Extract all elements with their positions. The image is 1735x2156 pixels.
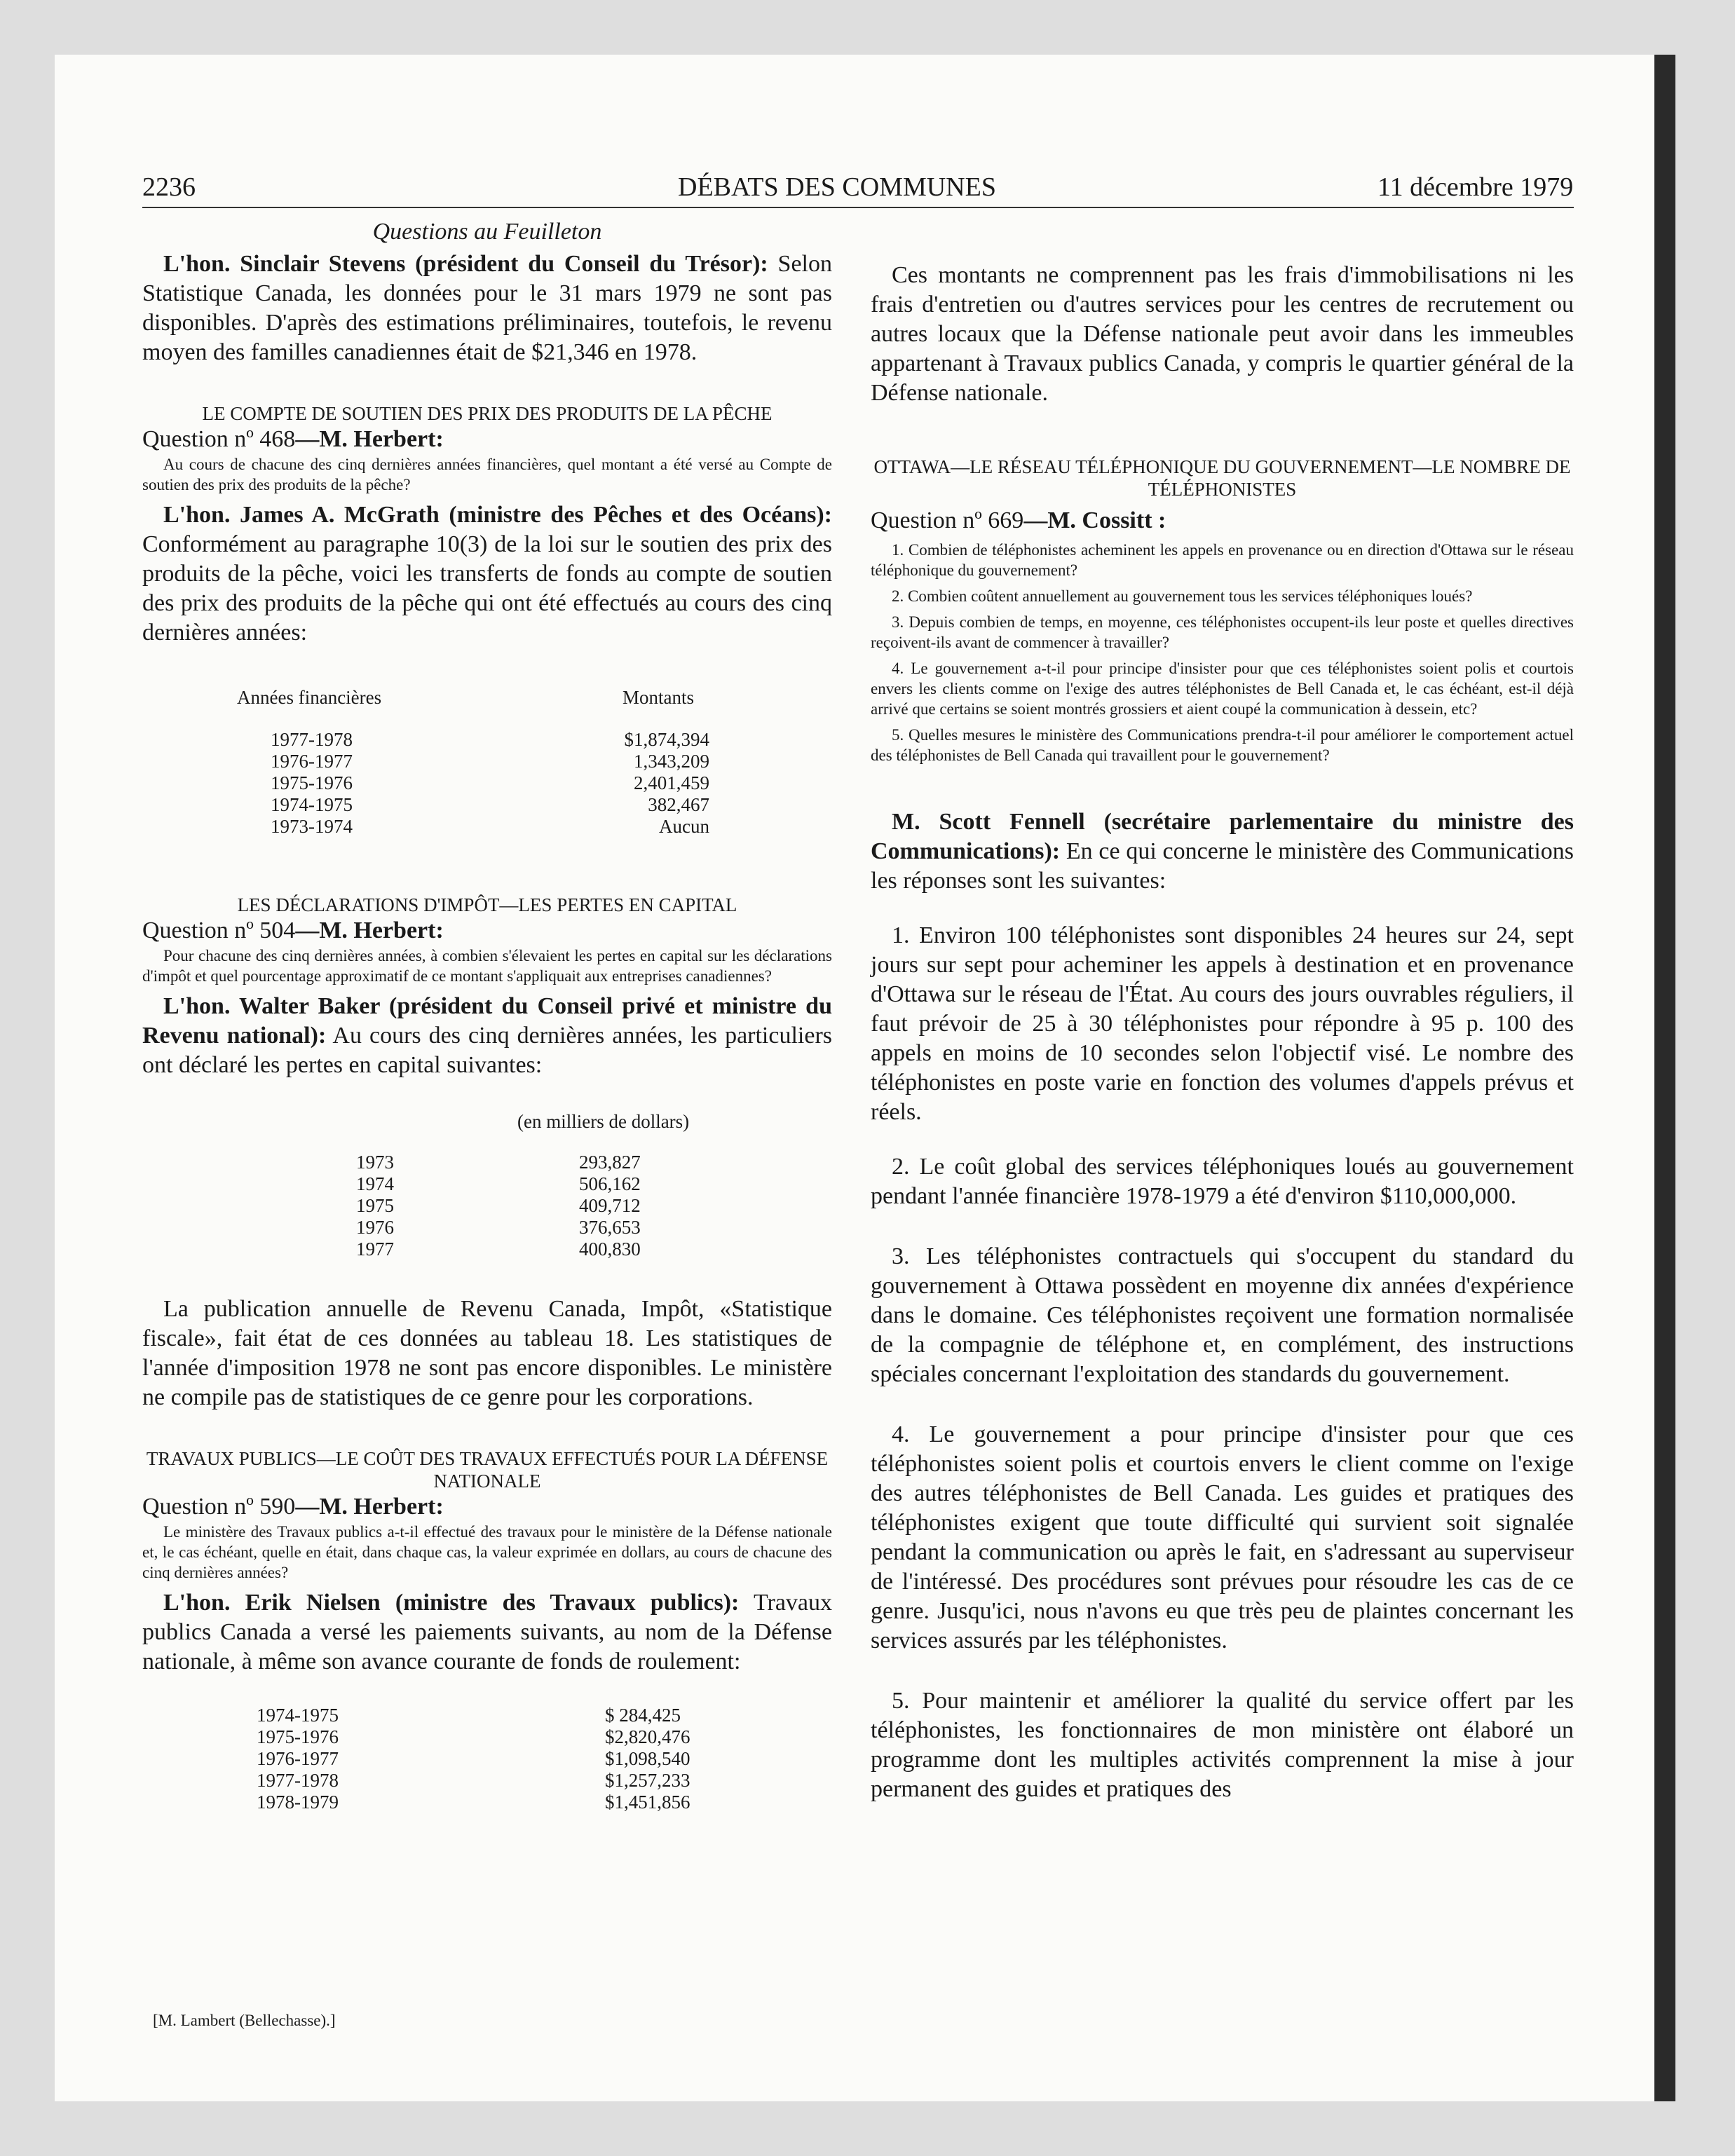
heading-fisheries: LE COMPTE DE SOUTIEN DES PRIX DES PRODUITS DE LA PÊCHE — [202, 403, 773, 424]
fisheries-header-amounts: Montants — [622, 687, 695, 708]
answer-3-text: Au cours des cinq dernières années, les particuliers ont déclaré les pertes en capital suivantes: — [142, 1023, 832, 1078]
header-rule — [142, 207, 1574, 208]
question-468-number: Question nº 468 — [142, 426, 296, 452]
question-590-number: Question nº 590 — [142, 1494, 296, 1520]
answer-3 — [142, 992, 832, 1080]
table-row-amount: 506,162 — [579, 1173, 641, 1194]
answer-5-point-1: 1. Environ 100 téléphonistes sont disponibles 24 heures sur 24, sept jours sur sept pour acheminer les appels à destination et en provenance d'Ottawa sur le réseau de l'État. Au cours des jours ouvrables réguliers, il faut prévoir de 25 à 30 téléphonistes pour répondre à 95 p. 100 des appels en moins de 10 secondes selon l'objectif visé. Le nombre des téléphonistes en poste varie en fonction des volumes d'appels prévus et réels. — [871, 922, 1574, 1125]
table-row-amount: $2,820,476 — [605, 1726, 690, 1747]
right-column — [871, 261, 1574, 1804]
table-row-year: 1978-1979 — [257, 1792, 339, 1813]
answer-5-speaker: M. Scott Fennell (secrétaire parlementaire du ministre des Communications): — [871, 809, 1574, 864]
question-669-item: 3. Depuis combien de temps, en moyenne, ces téléphonistes occupent-ils leur poste et quelles directives reçoivent-ils avant de commencer à travailler? — [871, 613, 1574, 651]
table-row-amount: 293,827 — [579, 1152, 641, 1173]
table-row-year: 1976-1977 — [271, 751, 353, 772]
table-row-year: 1973-1974 — [271, 816, 353, 837]
table-row-amount: 376,653 — [579, 1217, 641, 1238]
question-669-number: Question nº 669 — [871, 507, 1024, 533]
table-row-year: 1973 — [356, 1152, 394, 1173]
paragraph-costs-note: Ces montants ne comprennent pas les frais d'immobilisations ni les frais d'entretien ou d'autres services pour les centres de recrutement ou autres locaux que la Défense nationale peut avoir dans les immeubles appartenant à Travaux publics Canada, y compris le quartier général de la Défense nationale. — [871, 262, 1574, 406]
heading-capital-losses: LES DÉCLARATIONS D'IMPÔT—LES PERTES EN CAPITAL — [237, 894, 737, 915]
answer-1 — [142, 250, 832, 367]
answer-2-text: Conformément au paragraphe 10(3) de la loi sur le soutien des prix des produits de la pêche, voici les transferts de fonds au compte de soutien des prix des produits de la pêche qui ont été effectués au cours des cinq dernières années: — [142, 531, 832, 646]
answer-4 — [142, 1588, 832, 1677]
heading-telephone-network: OTTAWA—LE RÉSEAU TÉLÉPHONIQUE DU GOUVERNEMENT—LE NOMBRE DE TÉLÉPHONISTES — [873, 456, 1571, 500]
question-590-asker: —M. Herbert: — [295, 1494, 444, 1520]
answer-3-speaker: L'hon. Walter Baker (président du Conseil privé et ministre du Revenu national): — [142, 993, 832, 1049]
public-works-table — [142, 1705, 832, 1845]
table-row-year: 1977 — [356, 1239, 394, 1260]
fisheries-table — [142, 673, 832, 855]
table-row-amount: 409,712 — [579, 1195, 641, 1216]
question-504 — [142, 916, 832, 946]
question-504-text: Pour chacune des cinq dernières années, à combien s'élevaient les pertes en capital sur les déclarations d'impôt et quel pourcentage approximatif de ce montant s'appliquait aux entreprises canadiennes? — [142, 947, 832, 985]
table-row-year: 1977-1978 — [271, 729, 353, 750]
question-669-item: 5. Quelles mesures le ministère des Communications prendra-t-il pour améliorer le comportement actuel des téléphonistes de Bell Canada qui travaillent pour le gouvernement? — [871, 726, 1574, 764]
answer-5-text: En ce qui concerne le ministère des Communications les réponses sont les suivantes: — [871, 838, 1574, 894]
question-504-asker: —M. Herbert: — [295, 917, 444, 943]
page-date: 11 décembre 1979 — [1377, 172, 1574, 202]
table-row-amount: $1,874,394 — [624, 729, 709, 750]
answer-5-point-5: 5. Pour maintenir et améliorer la qualité du service offert par les téléphonistes, les fonctionnaires de mon ministère ont élaboré un programme dont les multiples activités comprennent la mise à jour permanent des guides et pratiques des — [871, 1688, 1574, 1802]
fisheries-header-years: Années financières — [237, 687, 382, 708]
table-row-year: 1975-1976 — [257, 1726, 339, 1747]
table-row-year: 1976-1977 — [257, 1748, 339, 1769]
question-468-text: Au cours de chacune des cinq dernières années financières, quel montant a été versé au Compte de soutien des prix des produits de la pêche? — [142, 456, 832, 493]
question-669 — [871, 506, 1574, 535]
answer-5-point-3: 3. Les téléphonistes contractuels qui s'occupent du standard du gouvernement à Ottawa possèdent en moyenne dix années d'expérience dans le domaine. Ces téléphonistes reçoivent une formation normalisée de la compagnie de téléphone et, en complément, des instructions spéciales concernant l'exploitation des standards du gouvernement. — [871, 1243, 1574, 1387]
table-row-amount: $1,451,856 — [605, 1792, 690, 1813]
table-row-amount: Aucun — [659, 816, 709, 837]
answer-4-text: Travaux publics Canada a versé les paiements suivants, au nom de la Défense nationale, à même son avance courante de fonds de roulement: — [142, 1590, 833, 1674]
left-column — [142, 217, 832, 1845]
answer-1-speaker: L'hon. Sinclair Stevens (président du Conseil du Trésor): — [163, 251, 768, 277]
table-row-year: 1975-1976 — [271, 772, 353, 793]
question-669-item: 2. Combien coûtent annuellement au gouvernement tous les services téléphoniques loués? — [892, 587, 1473, 605]
heading-public-works: TRAVAUX PUBLICS—LE COÛT DES TRAVAUX EFFECTUÉS POUR LA DÉFENSE NATIONALE — [146, 1448, 829, 1492]
table-row-year: 1976 — [356, 1217, 394, 1238]
question-669-item: 1. Combien de téléphonistes acheminent les appels en provenance ou en direction d'Ottawa sur le réseau téléphonique du gouvernement? — [871, 541, 1574, 579]
table-row-amount: 382,467 — [648, 794, 709, 815]
answer-4-speaker: L'hon. Erik Nielsen (ministre des Travaux publics): — [163, 1590, 740, 1616]
capital-losses-table — [142, 1093, 832, 1275]
table-row-amount: 400,830 — [579, 1239, 641, 1260]
question-590-text: Le ministère des Travaux publics a-t-il effectué des travaux pour le ministère de la Défense nationale et, le cas échéant, quelle en était, dans chaque cas, la valeur exprimée en dollars, au cours de chacune des cinq dernières années? — [142, 1523, 832, 1581]
table-row-year: 1974-1975 — [257, 1705, 339, 1726]
question-669-asker: —M. Cossitt : — [1023, 507, 1166, 533]
speaker-footer: [M. Lambert (Bellechasse).] — [153, 2012, 336, 2029]
table-row-year: 1974 — [356, 1173, 394, 1194]
table-row-year: 1975 — [356, 1195, 394, 1216]
answer-2 — [142, 500, 832, 648]
table-row-year: 1974-1975 — [271, 794, 353, 815]
answer-3-followup: La publication annuelle de Revenu Canada, Impôt, «Statistique fiscale», fait état de ces données au tableau 18. Les statistiques de l'année d'imposition 1978 ne sont pas encore disponibles. Le ministère ne compile pas de statistiques de ce genre pour les corporations. — [142, 1296, 832, 1410]
answer-5-point-2: 2. Le coût global des services téléphoniques loués au gouvernement pendant l'année financière 1978-1979 a été d'environ $110,000,000. — [871, 1154, 1574, 1209]
table-row-amount: 1,343,209 — [634, 751, 709, 772]
section-title: Questions au Feuilleton — [372, 219, 602, 245]
table-row-amount: $ 284,425 — [605, 1705, 681, 1726]
table-row-amount: 2,401,459 — [634, 772, 709, 793]
question-504-number: Question nº 504 — [142, 917, 296, 943]
answer-5 — [871, 807, 1574, 896]
question-590 — [142, 1492, 832, 1522]
question-669-item: 4. Le gouvernement a-t-il pour principe d'insister pour que ces téléphonistes soient polis et courtois envers les clients comme on l'exige des autres téléphonistes de Bell Canada et, le cas échéant, est-il déjà arrivé que certains se soient montrés grossiers et aient coupé la communication à dessein, etc? — [871, 660, 1574, 718]
page-number: 2236 — [142, 172, 196, 202]
table-row-year: 1977-1978 — [257, 1770, 339, 1791]
running-title: DÉBATS DES COMMUNES — [678, 172, 996, 202]
table-row-amount: $1,257,233 — [605, 1770, 690, 1791]
answer-1-text: Selon Statistique Canada, les données pour le 31 mars 1979 ne sont pas disponibles. D'après des estimations préliminaires, toutefois, le revenu moyen des familles canadiennes était de $21,346 en 1978. — [142, 251, 832, 365]
capital-losses-header: (en milliers de dollars) — [517, 1111, 690, 1132]
answer-5-point-4: 4. Le gouvernement a pour principe d'insister pour que ces téléphonistes soient polis et courtois envers le client comme on l'exige des autres téléphonistes de Bell Canada. Les guides et pratiques des téléphonistes exigent que toute difficulté qui survient soit signalée pendant la communication ou après le fait, en s'adressant au superviseur de l'intéressé. Des procédures sont prévues pour résoudre les cas de ce genre. Jusqu'ici, nous n'avons eu que très peu de plaintes concernant les services assurés par les téléphonistes. — [871, 1421, 1574, 1653]
answer-2-speaker: L'hon. James A. McGrath (ministre des Pêches et des Océans): — [163, 502, 832, 528]
table-row-amount: $1,098,540 — [605, 1748, 690, 1769]
question-468 — [142, 425, 832, 454]
scan-edge-bar — [1654, 55, 1675, 2101]
question-468-asker: —M. Herbert: — [295, 426, 444, 452]
